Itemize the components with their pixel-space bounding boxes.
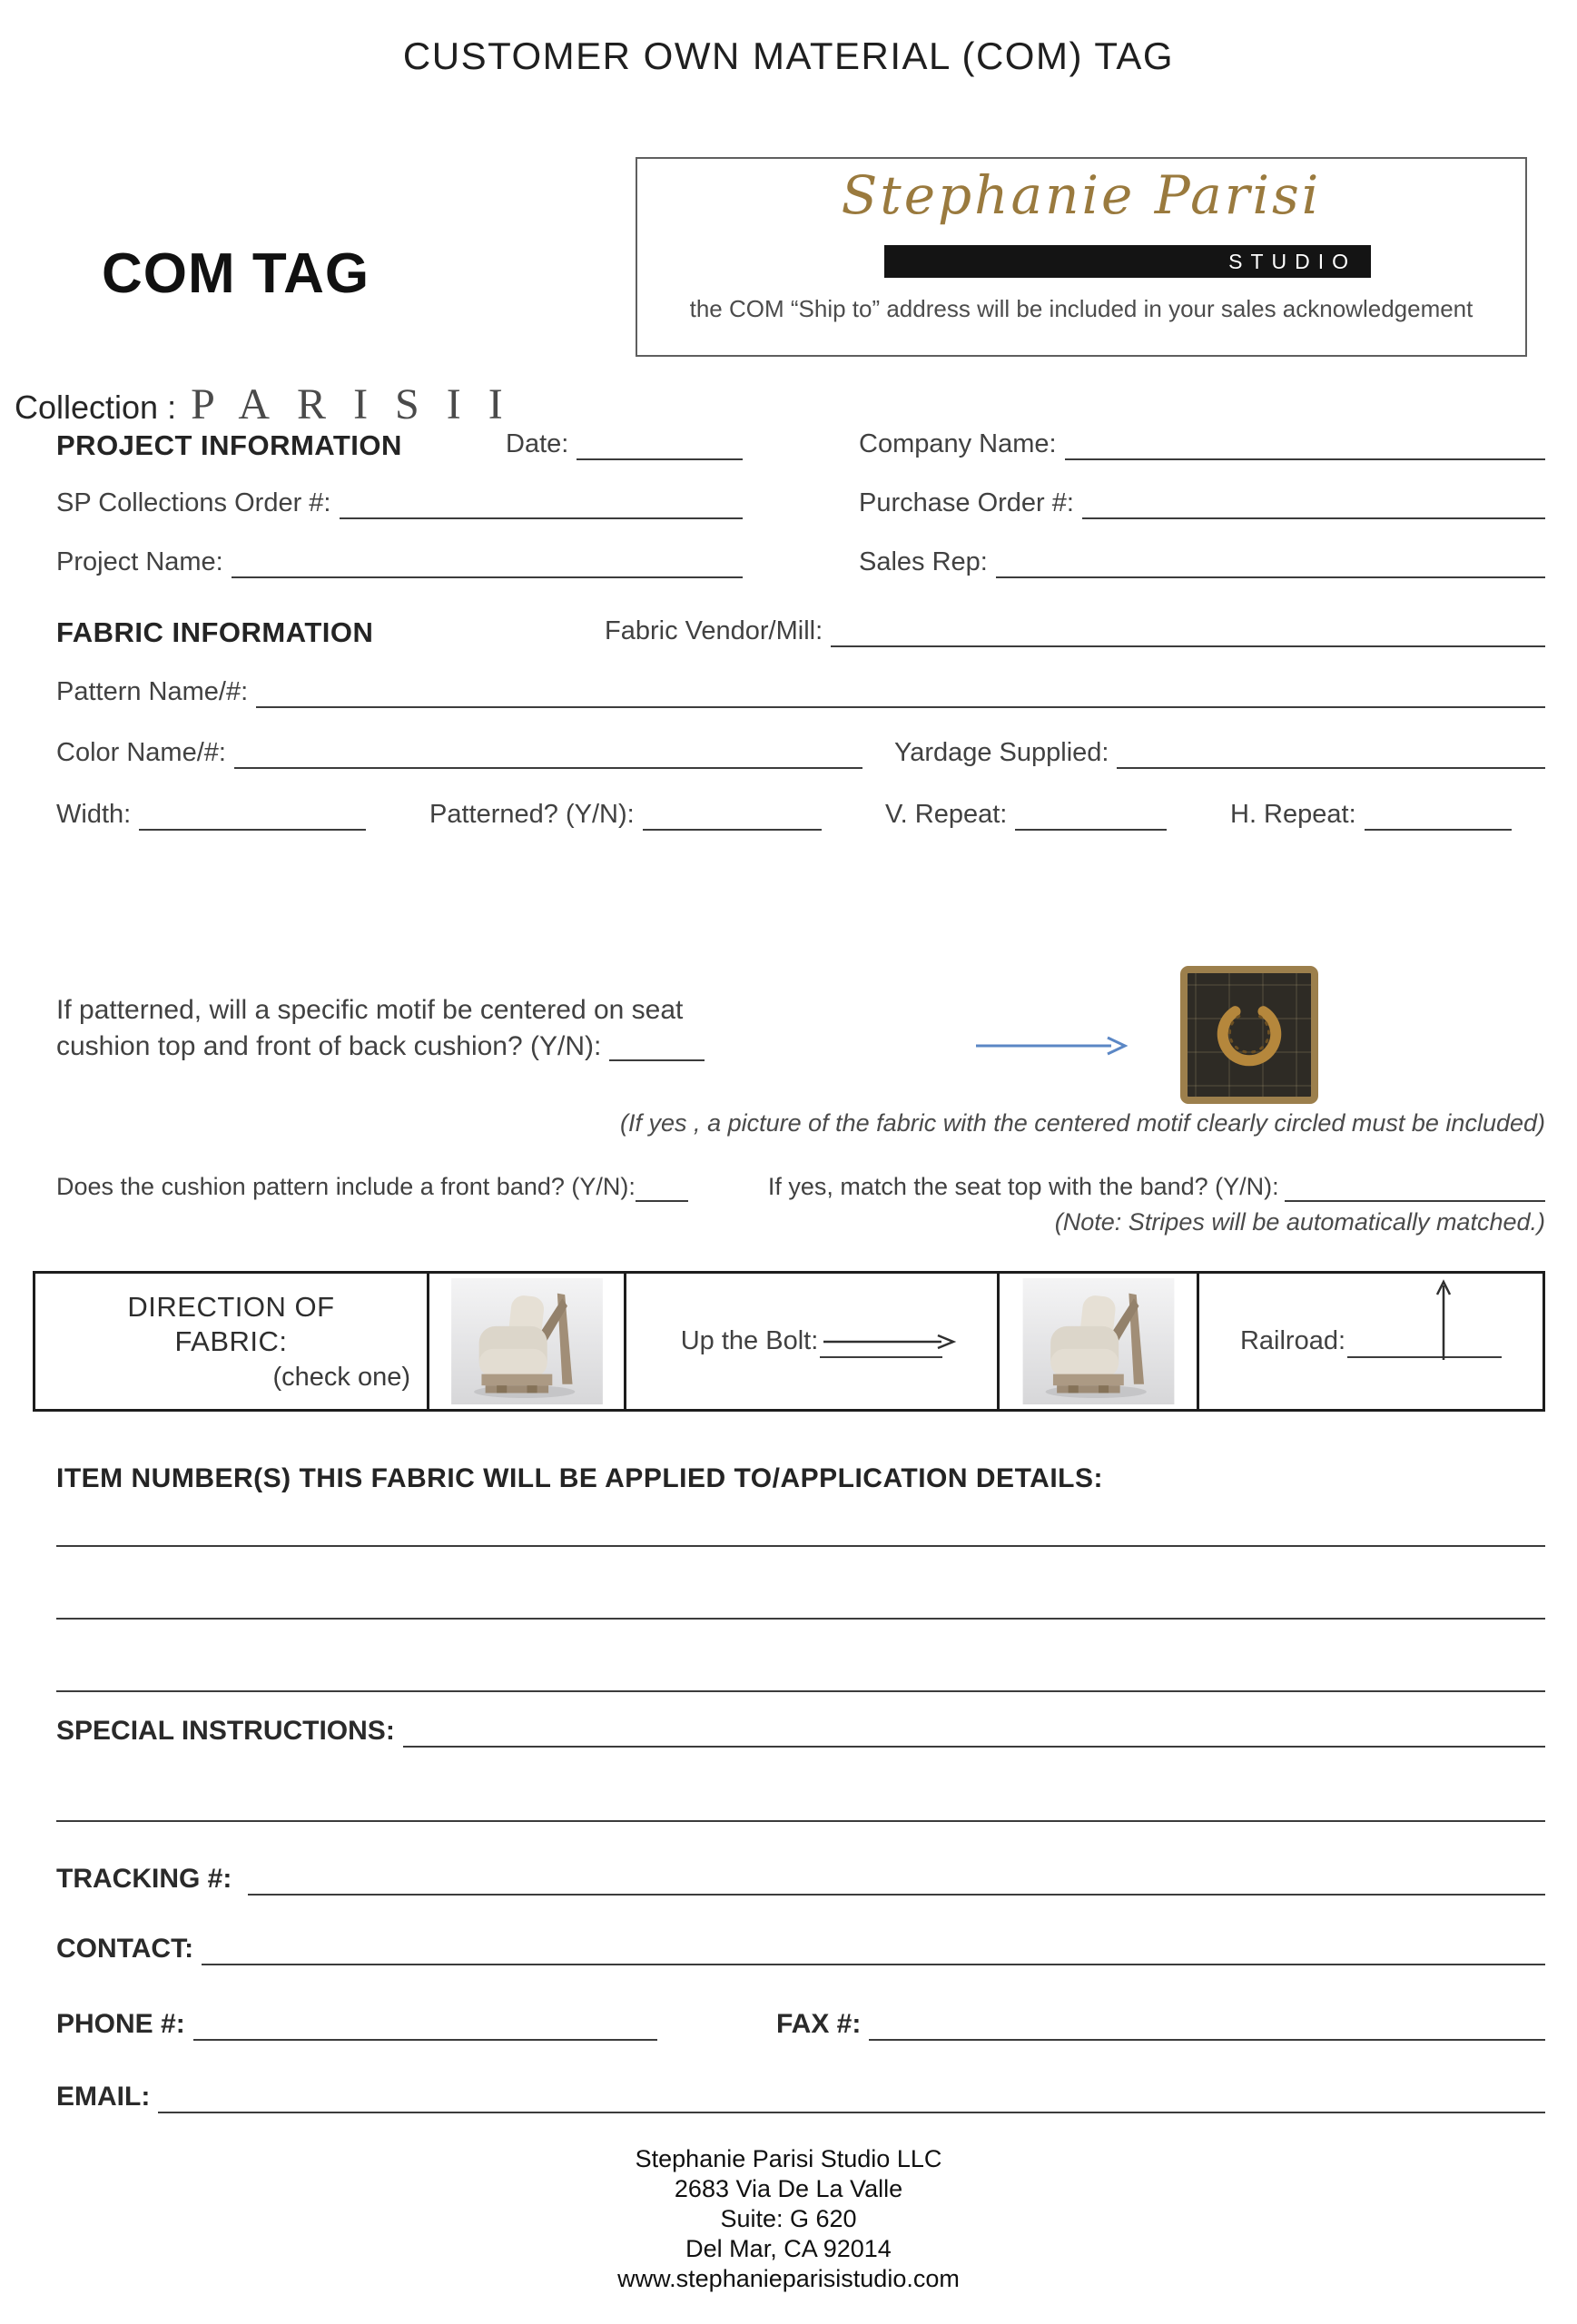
direction-label-line1: DIRECTION OF: [127, 1291, 335, 1323]
tracking-field: [56, 1861, 1545, 1896]
yardage-label: Yardage Supplied:: [894, 738, 1109, 767]
patterned-input-line[interactable]: [643, 796, 822, 831]
patterned-field: [429, 796, 822, 831]
special-instructions-input-line[interactable]: [403, 1713, 1545, 1748]
contact-label: CONTACT:: [56, 1934, 194, 1964]
motif-question-line2: cushion top and front of back cushion? (Y/N):: [56, 1031, 602, 1061]
v-repeat-input-line[interactable]: [1015, 796, 1167, 831]
horseshoe-pillow-image: [1180, 966, 1318, 1104]
logo-script-wordmark: Stephanie Parisi: [841, 164, 1322, 226]
band-match-question: If yes, match the seat top with the band? (Y/N):: [767, 1173, 1279, 1200]
color-name-label: Color Name/#:: [56, 738, 226, 767]
direction-label-line2: FABRIC:: [174, 1325, 288, 1357]
railroad-option-cell[interactable]: [1199, 1274, 1543, 1409]
sp-order-field: [56, 485, 743, 519]
railroad-arrow-icon: [1434, 1278, 1454, 1362]
fax-field: [776, 2006, 1545, 2041]
fabric-info-heading: FABRIC INFORMATION: [56, 616, 374, 648]
footer-address-block: [0, 2144, 1577, 2294]
footer-website: www.stephanieparisistudio.com: [617, 2265, 960, 2292]
up-the-bolt-chair-cell: [429, 1274, 626, 1409]
front-band-row: [56, 1171, 1545, 1202]
fabric-vendor-input-line[interactable]: [831, 613, 1545, 647]
tracking-input-line[interactable]: [248, 1861, 1545, 1896]
date-input-line[interactable]: [577, 426, 743, 460]
motif-question-line1: If patterned, will a specific motif be centered on seat: [56, 995, 684, 1025]
purchase-order-field: [859, 485, 1545, 519]
sp-order-label: SP Collections Order #:: [56, 488, 331, 517]
band-answer-input-line[interactable]: [636, 1171, 688, 1202]
up-the-bolt-label: Up the Bolt:: [680, 1326, 819, 1355]
collection-label: Collection :: [15, 389, 177, 426]
up-the-bolt-check-line[interactable]: [820, 1325, 942, 1358]
fax-label: FAX #:: [776, 2009, 862, 2039]
width-input-line[interactable]: [139, 796, 366, 831]
tracking-label: TRACKING #:: [56, 1864, 232, 1894]
railroad-label: Railroad:: [1239, 1326, 1346, 1355]
railroad-chair-cell: [1000, 1274, 1199, 1409]
logo-box: [636, 157, 1527, 357]
collection-value: PARISII: [191, 380, 530, 428]
pattern-name-label: Pattern Name/#:: [56, 677, 249, 706]
motif-answer-row: [56, 1029, 796, 1061]
up-the-bolt-arrow-icon: [823, 1332, 960, 1352]
project-name-input-line[interactable]: [232, 544, 743, 578]
email-field: [56, 2079, 1545, 2113]
v-repeat-label: V. Repeat:: [885, 800, 1008, 829]
special-instructions-field: [56, 1713, 1545, 1748]
contact-field: [56, 1931, 1545, 1965]
pattern-name-input-line[interactable]: [256, 674, 1545, 708]
motif-answer-input-line[interactable]: [609, 1029, 705, 1061]
pattern-name-field: [56, 674, 1545, 708]
h-repeat-field: [1230, 796, 1512, 831]
application-input-line[interactable]: [56, 1618, 1545, 1620]
up-the-bolt-option-cell[interactable]: [626, 1274, 1000, 1409]
application-input-line[interactable]: [56, 1545, 1545, 1547]
special-instructions-label: SPECIAL INSTRUCTIONS:: [56, 1716, 395, 1746]
sales-rep-input-line[interactable]: [996, 544, 1545, 578]
footer-city: Del Mar, CA 92014: [685, 2235, 892, 2262]
logo-studio-label: STUDIO: [1228, 249, 1356, 273]
footer-suite: Suite: G 620: [720, 2205, 857, 2232]
project-info-heading: PROJECT INFORMATION: [56, 429, 402, 461]
stripes-note: (Note: Stripes will be automatically matched.): [1054, 1208, 1545, 1236]
fabric-vendor-label: Fabric Vendor/Mill:: [605, 616, 823, 645]
direction-label-cell: [35, 1274, 429, 1409]
horseshoe-icon: [1210, 996, 1288, 1074]
patterned-label: Patterned? (Y/N):: [429, 800, 635, 829]
yardage-input-line[interactable]: [1117, 734, 1545, 769]
company-name-field: [859, 426, 1545, 460]
project-name-label: Project Name:: [56, 547, 223, 576]
motif-picture-note: (If yes , a picture of the fabric with the centered motif clearly circled must be included): [620, 1109, 1545, 1137]
band-question: Does the cushion pattern include a front band? (Y/N):: [56, 1173, 636, 1200]
check-one-label: (check one): [272, 1363, 410, 1392]
company-name-input-line[interactable]: [1065, 426, 1545, 460]
phone-field: [56, 2006, 657, 2041]
arrow-right-icon: [973, 1035, 1129, 1057]
chair-image: [439, 1278, 616, 1404]
h-repeat-label: H. Repeat:: [1230, 800, 1356, 829]
railroad-check-line[interactable]: [1347, 1325, 1502, 1358]
motif-question: [56, 992, 796, 1061]
width-label: Width:: [56, 800, 132, 829]
phone-label: PHONE #:: [56, 2009, 185, 2039]
fax-input-line[interactable]: [869, 2006, 1545, 2041]
phone-input-line[interactable]: [193, 2006, 657, 2041]
fabric-vendor-field: [605, 613, 1545, 647]
footer-street: 2683 Via De La Valle: [674, 2175, 903, 2202]
width-field: [56, 796, 366, 831]
com-tag-heading: COM TAG: [102, 242, 370, 305]
h-repeat-input-line[interactable]: [1365, 796, 1512, 831]
email-input-line[interactable]: [158, 2079, 1545, 2113]
collection-row: [15, 379, 530, 429]
yardage-field: [894, 734, 1545, 769]
page-title: CUSTOMER OWN MATERIAL (COM) TAG: [402, 34, 1175, 77]
direction-of-fabric-table: [33, 1271, 1545, 1412]
application-input-line[interactable]: [56, 1690, 1545, 1692]
sales-rep-field: [859, 544, 1545, 578]
purchase-order-input-line[interactable]: [1082, 485, 1545, 519]
company-name-label: Company Name:: [859, 429, 1057, 458]
band-match-input-line[interactable]: [1285, 1171, 1545, 1202]
application-heading: ITEM NUMBER(S) THIS FABRIC WILL BE APPLIED TO/APPLICATION DETAILS:: [56, 1463, 1103, 1493]
email-label: EMAIL:: [56, 2082, 151, 2112]
sp-order-input-line[interactable]: [340, 485, 744, 519]
project-name-field: [56, 544, 743, 578]
contact-input-line[interactable]: [202, 1931, 1545, 1965]
date-label: Date:: [506, 429, 569, 458]
color-name-field: [56, 734, 862, 769]
purchase-order-label: Purchase Order #:: [859, 488, 1074, 517]
special-instructions-input-line[interactable]: [56, 1820, 1545, 1822]
color-name-input-line[interactable]: [234, 734, 862, 769]
chair-image: [1006, 1278, 1191, 1404]
date-field: [506, 426, 743, 460]
v-repeat-field: [885, 796, 1167, 831]
logo-studio-bar: [884, 245, 1371, 278]
footer-company: Stephanie Parisi Studio LLC: [635, 2145, 942, 2172]
sales-rep-label: Sales Rep:: [859, 547, 988, 576]
ship-to-caption: the COM “Ship to” address will be included in your sales acknowledgement: [689, 295, 1474, 322]
